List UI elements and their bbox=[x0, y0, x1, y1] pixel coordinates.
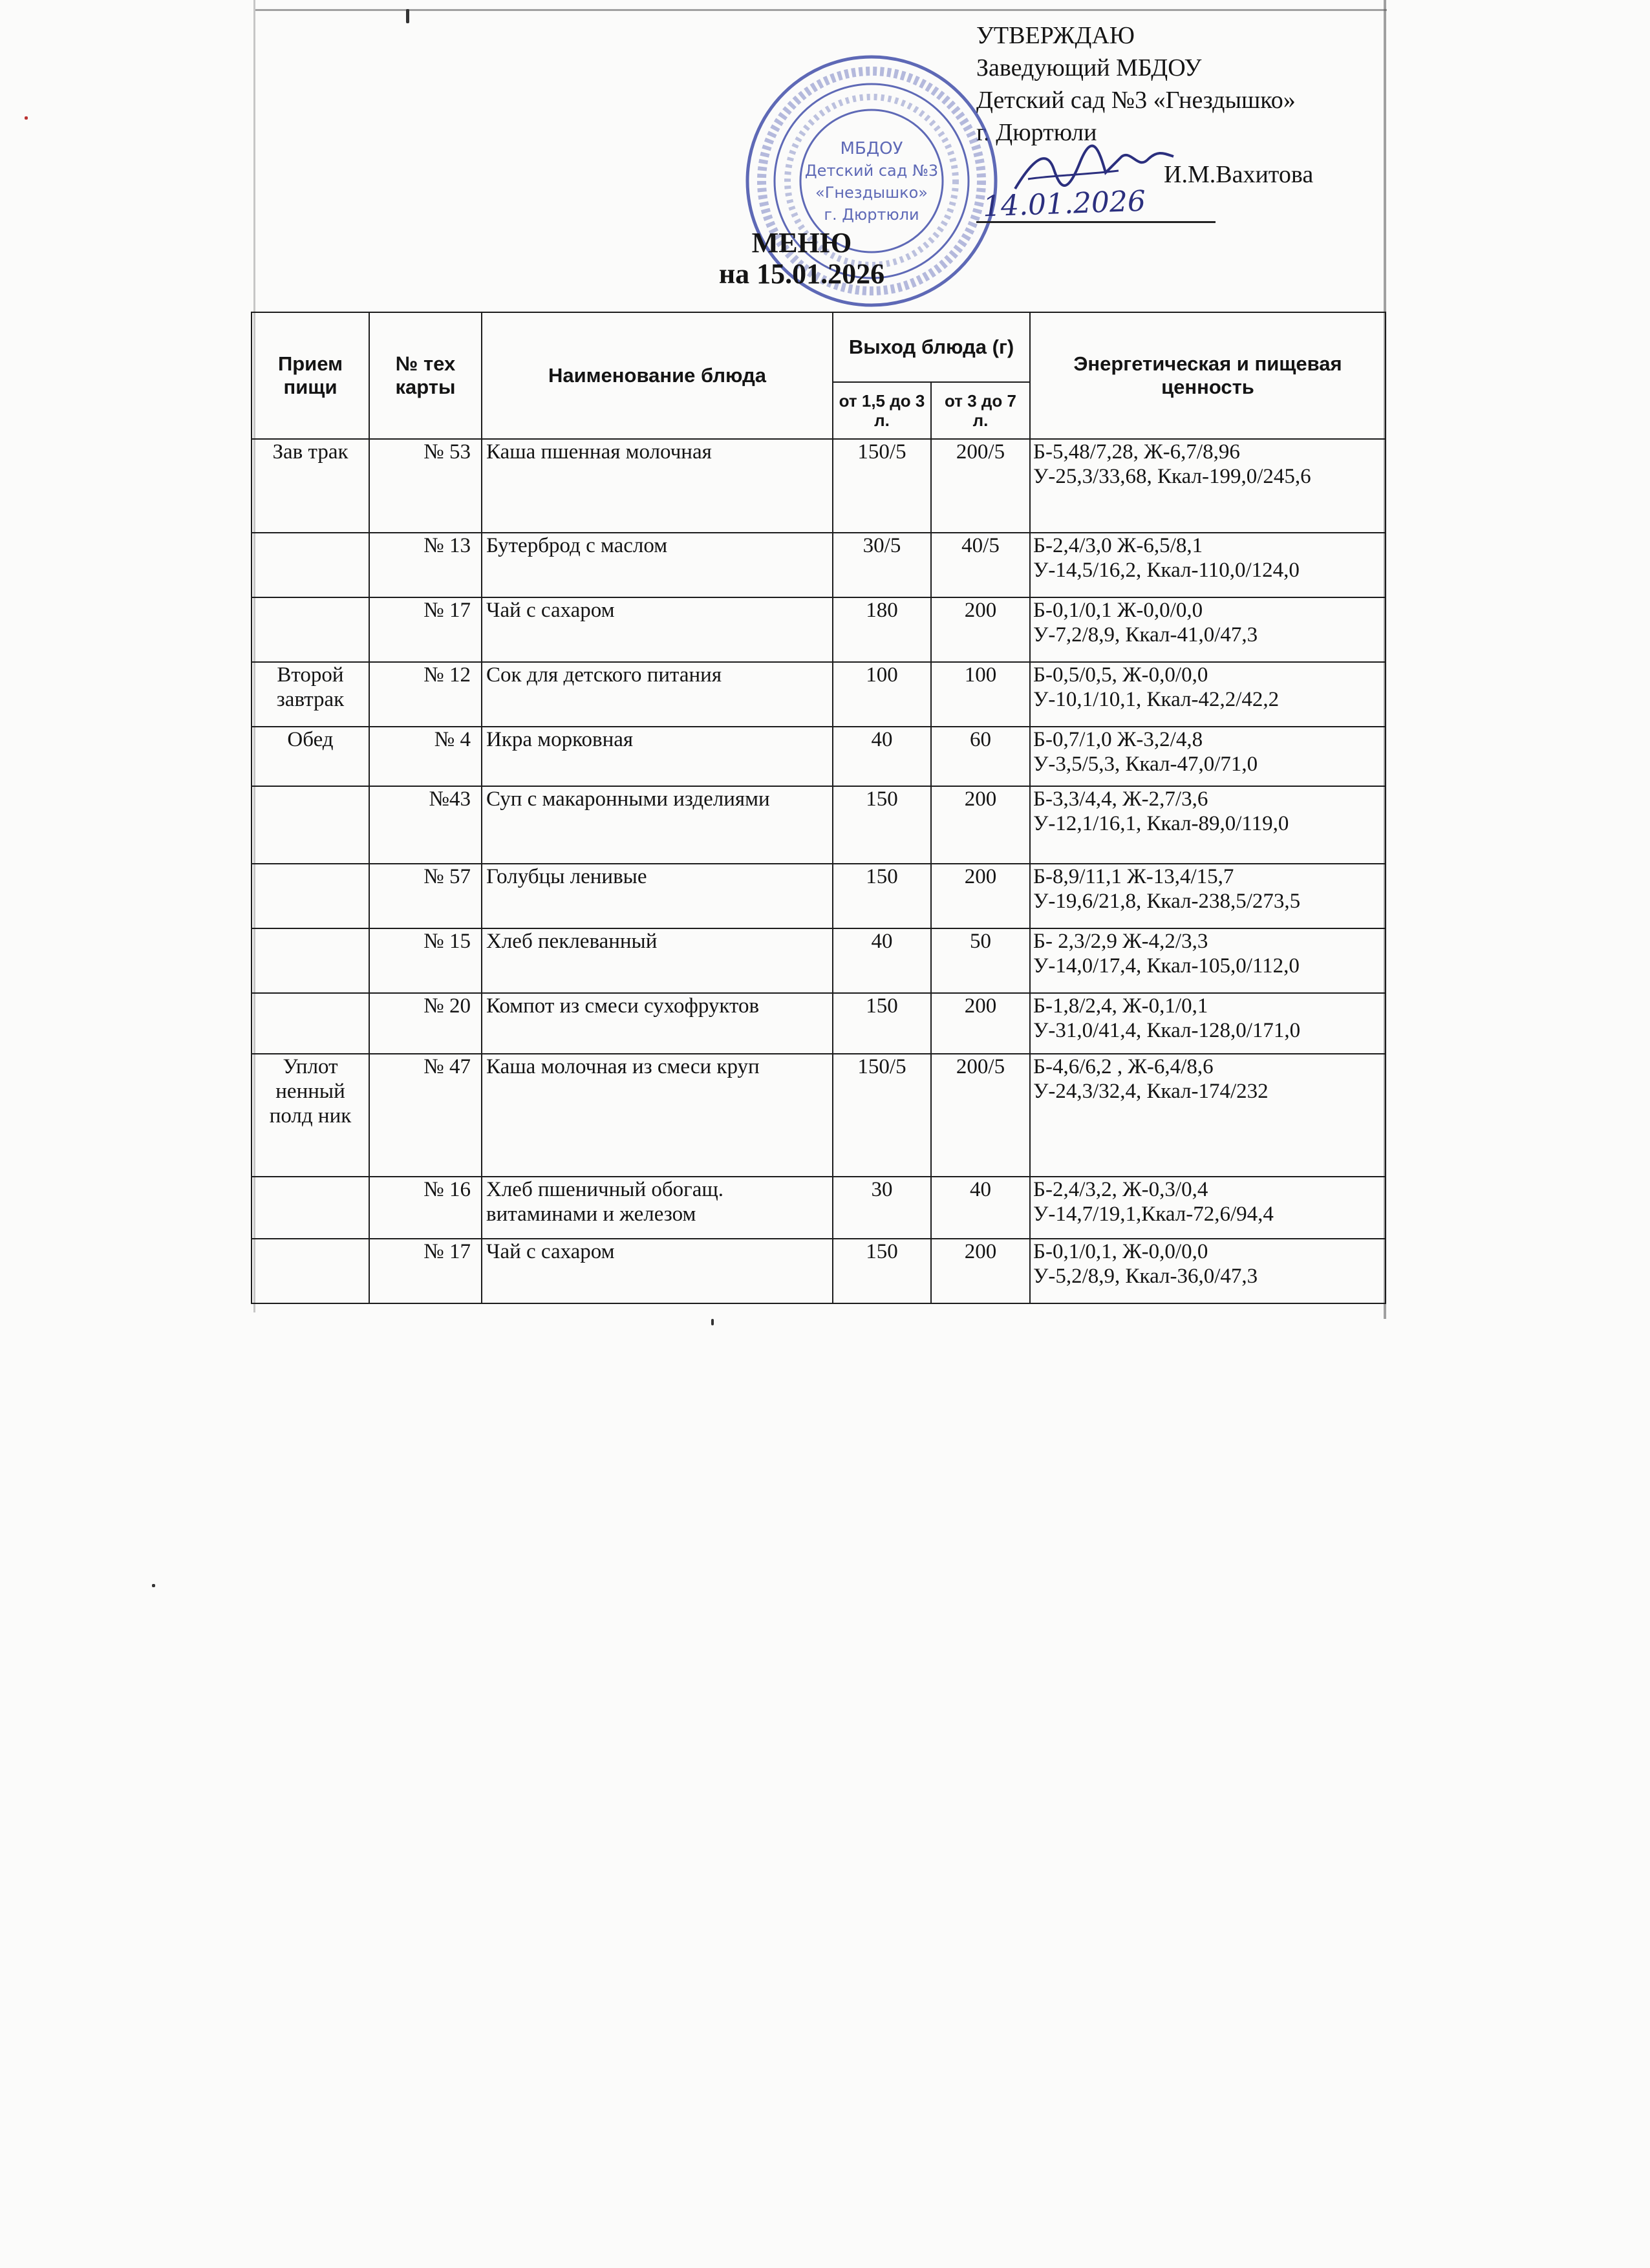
output-age-2-cell: 60 bbox=[931, 727, 1030, 786]
card-number-cell: № 12 bbox=[369, 662, 482, 727]
output-age-1-cell: 150 bbox=[833, 786, 931, 864]
nutrition-carb-kcal: У-12,1/16,1, Ккал-89,0/119,0 bbox=[1033, 812, 1289, 835]
stamp-line-4: г. Дюртюли bbox=[824, 206, 919, 224]
output-age-1-cell: 150/5 bbox=[833, 439, 931, 533]
header-dish: Наименование блюда bbox=[482, 312, 833, 439]
output-age-1-cell: 100 bbox=[833, 662, 931, 727]
table-row bbox=[252, 439, 1386, 533]
meal-cell bbox=[252, 864, 369, 928]
stamp-line-3: «Гнездышко» bbox=[815, 184, 928, 202]
dish-name-cell: Бутерброд с маслом bbox=[482, 533, 833, 597]
nutrition-protein-fat: Б-2,4/3,0 Ж-6,5/8,1 bbox=[1033, 534, 1203, 557]
card-number-cell: № 15 bbox=[369, 928, 482, 993]
menu-title bbox=[647, 228, 957, 290]
output-age-1-cell: 150 bbox=[833, 864, 931, 928]
meal-cell: Второй завтрак bbox=[252, 662, 369, 727]
output-age-2-cell: 200 bbox=[931, 864, 1030, 928]
dish-name-cell: Хлеб пеклеванный bbox=[482, 928, 833, 993]
nutrition-cell bbox=[1030, 439, 1386, 533]
card-number-cell: № 4 bbox=[369, 727, 482, 786]
output-age-1-cell: 40 bbox=[833, 727, 931, 786]
table-row bbox=[252, 1054, 1386, 1177]
card-number-cell: № 13 bbox=[369, 533, 482, 597]
table-row bbox=[252, 786, 1386, 864]
card-number-cell: № 16 bbox=[369, 1177, 482, 1239]
dish-name-cell: Голубцы ленивые bbox=[482, 864, 833, 928]
output-age-2-cell: 200 bbox=[931, 597, 1030, 662]
card-number-cell: № 47 bbox=[369, 1054, 482, 1177]
nutrition-cell bbox=[1030, 1239, 1386, 1303]
signature-line bbox=[976, 221, 1216, 223]
output-age-1-cell: 40 bbox=[833, 928, 931, 993]
nutrition-carb-kcal: У-25,3/33,68, Ккал-199,0/245,6 bbox=[1033, 465, 1311, 488]
card-number-cell: № 17 bbox=[369, 597, 482, 662]
meal-cell: Уплот ненный полд ник bbox=[252, 1054, 369, 1177]
output-age-2-cell: 100 bbox=[931, 662, 1030, 727]
nutrition-carb-kcal: У-19,6/21,8, Ккал-238,5/273,5 bbox=[1033, 890, 1301, 913]
dish-name-cell: Чай с сахаром bbox=[482, 597, 833, 662]
stamp-line-1: МБДОУ bbox=[840, 139, 903, 158]
output-age-2-cell: 200 bbox=[931, 993, 1030, 1054]
nutrition-protein-fat: Б-4,6/6,2 , Ж-6,4/8,6 bbox=[1033, 1055, 1214, 1078]
nutrition-protein-fat: Б- 2,3/2,9 Ж-4,2/3,3 bbox=[1033, 930, 1208, 953]
table-row bbox=[252, 727, 1386, 786]
output-age-1-cell: 180 bbox=[833, 597, 931, 662]
meal-cell bbox=[252, 928, 369, 993]
header-meal: Прием пищи bbox=[252, 312, 369, 439]
card-number-cell: № 53 bbox=[369, 439, 482, 533]
dish-name-cell: Икра морковная bbox=[482, 727, 833, 786]
meal-cell bbox=[252, 786, 369, 864]
scan-speck bbox=[711, 1319, 714, 1325]
card-number-cell: № 57 bbox=[369, 864, 482, 928]
scan-speck bbox=[25, 116, 28, 120]
table-row bbox=[252, 597, 1386, 662]
dish-name-cell: Хлеб пшеничный обогащ. витаминами и железом bbox=[482, 1177, 833, 1239]
output-age-2-cell: 40/5 bbox=[931, 533, 1030, 597]
nutrition-protein-fat: Б-5,48/7,28, Ж-6,7/8,96 bbox=[1033, 440, 1240, 464]
output-age-2-cell: 200 bbox=[931, 1239, 1030, 1303]
menu-title-main: МЕНЮ bbox=[751, 227, 852, 259]
header-output: Выход блюда (г) bbox=[833, 312, 1030, 382]
approval-heading: УТВЕРЖДАЮ bbox=[976, 22, 1135, 49]
nutrition-protein-fat: Б-1,8/2,4, Ж-0,1/0,1 bbox=[1033, 994, 1208, 1018]
nutrition-cell bbox=[1030, 533, 1386, 597]
nutrition-cell bbox=[1030, 597, 1386, 662]
output-age-1-cell: 30 bbox=[833, 1177, 931, 1239]
meal-cell bbox=[252, 533, 369, 597]
nutrition-cell bbox=[1030, 1177, 1386, 1239]
dish-name-cell: Компот из смеси сухофруктов bbox=[482, 993, 833, 1054]
approval-block bbox=[976, 19, 1364, 149]
nutrition-carb-kcal: У-24,3/32,4, Ккал-174/232 bbox=[1033, 1080, 1269, 1103]
header-age-1: от 1,5 до 3 л. bbox=[833, 382, 931, 439]
menu-body bbox=[252, 439, 1386, 1303]
output-age-2-cell: 40 bbox=[931, 1177, 1030, 1239]
nutrition-cell bbox=[1030, 928, 1386, 993]
card-number-cell: № 17 bbox=[369, 1239, 482, 1303]
meal-cell bbox=[252, 1177, 369, 1239]
approval-date: 14.01.2026 bbox=[982, 184, 1146, 224]
table-row bbox=[252, 928, 1386, 993]
header-age-2: от 3 до 7 л. bbox=[931, 382, 1030, 439]
nutrition-cell bbox=[1030, 786, 1386, 864]
approval-position: Заведующий МБДОУ bbox=[976, 54, 1202, 81]
output-age-1-cell: 150/5 bbox=[833, 1054, 931, 1177]
output-age-2-cell: 200 bbox=[931, 786, 1030, 864]
meal-cell bbox=[252, 597, 369, 662]
dish-name-cell: Чай с сахаром bbox=[482, 1239, 833, 1303]
scan-speck bbox=[152, 1584, 155, 1587]
nutrition-cell bbox=[1030, 1054, 1386, 1177]
nutrition-protein-fat: Б-0,7/1,0 Ж-3,2/4,8 bbox=[1033, 728, 1203, 751]
nutrition-carb-kcal: У-10,1/10,1, Ккал-42,2/42,2 bbox=[1033, 688, 1280, 711]
meal-cell: Зав трак bbox=[252, 439, 369, 533]
table-row bbox=[252, 533, 1386, 597]
nutrition-cell bbox=[1030, 727, 1386, 786]
nutrition-carb-kcal: У-14,7/19,1,Ккал-72,6/94,4 bbox=[1033, 1203, 1274, 1226]
menu-table bbox=[251, 312, 1386, 1304]
nutrition-cell bbox=[1030, 662, 1386, 727]
output-age-2-cell: 50 bbox=[931, 928, 1030, 993]
nutrition-cell bbox=[1030, 993, 1386, 1054]
approval-city: г. Дюртюли bbox=[976, 119, 1097, 146]
card-number-cell: № 20 bbox=[369, 993, 482, 1054]
approval-organization: Детский сад №3 «Гнездышко» bbox=[976, 87, 1296, 114]
dish-name-cell: Каша молочная из смеси круп bbox=[482, 1054, 833, 1177]
nutrition-protein-fat: Б-3,3/4,4, Ж-2,7/3,6 bbox=[1033, 787, 1208, 811]
output-age-2-cell: 200/5 bbox=[931, 1054, 1030, 1177]
output-age-1-cell: 30/5 bbox=[833, 533, 931, 597]
nutrition-protein-fat: Б-0,5/0,5, Ж-0,0/0,0 bbox=[1033, 663, 1208, 687]
nutrition-carb-kcal: У-14,0/17,4, Ккал-105,0/112,0 bbox=[1033, 954, 1300, 978]
nutrition-protein-fat: Б-0,1/0,1 Ж-0,0/0,0 bbox=[1033, 599, 1203, 622]
output-age-2-cell: 200/5 bbox=[931, 439, 1030, 533]
output-age-1-cell: 150 bbox=[833, 1239, 931, 1303]
header-nutrition: Энергетическая и пищевая ценность bbox=[1030, 312, 1386, 439]
nutrition-carb-kcal: У-5,2/8,9, Ккал-36,0/47,3 bbox=[1033, 1265, 1258, 1288]
nutrition-protein-fat: Б-8,9/11,1 Ж-13,4/15,7 bbox=[1033, 865, 1234, 888]
table-row bbox=[252, 662, 1386, 727]
scan-edge-top bbox=[255, 0, 1387, 11]
scan-speck bbox=[406, 9, 409, 23]
header-card: № тех карты bbox=[369, 312, 482, 439]
nutrition-carb-kcal: У-14,5/16,2, Ккал-110,0/124,0 bbox=[1033, 559, 1300, 582]
nutrition-carb-kcal: У-7,2/8,9, Ккал-41,0/47,3 bbox=[1033, 623, 1258, 647]
nutrition-protein-fat: Б-2,4/3,2, Ж-0,3/0,4 bbox=[1033, 1178, 1208, 1201]
table-row bbox=[252, 1177, 1386, 1239]
menu-title-date: на 15.01.2026 bbox=[718, 258, 885, 290]
approver-name: И.М.Вахитова bbox=[1164, 161, 1314, 188]
table-row bbox=[252, 1239, 1386, 1303]
dish-name-cell: Каша пшенная молочная bbox=[482, 439, 833, 533]
meal-cell bbox=[252, 993, 369, 1054]
nutrition-carb-kcal: У-31,0/41,4, Ккал-128,0/171,0 bbox=[1033, 1019, 1301, 1042]
output-age-1-cell: 150 bbox=[833, 993, 931, 1054]
nutrition-protein-fat: Б-0,1/0,1, Ж-0,0/0,0 bbox=[1033, 1240, 1208, 1263]
meal-cell bbox=[252, 1239, 369, 1303]
table-row bbox=[252, 993, 1386, 1054]
meal-cell: Обед bbox=[252, 727, 369, 786]
nutrition-carb-kcal: У-3,5/5,3, Ккал-47,0/71,0 bbox=[1033, 753, 1258, 776]
nutrition-cell bbox=[1030, 864, 1386, 928]
table-row bbox=[252, 864, 1386, 928]
stamp-line-2: Детский сад №3 bbox=[804, 162, 939, 180]
card-number-cell: №43 bbox=[369, 786, 482, 864]
dish-name-cell: Суп с макаронными изделиями bbox=[482, 786, 833, 864]
dish-name-cell: Сок для детского питания bbox=[482, 662, 833, 727]
